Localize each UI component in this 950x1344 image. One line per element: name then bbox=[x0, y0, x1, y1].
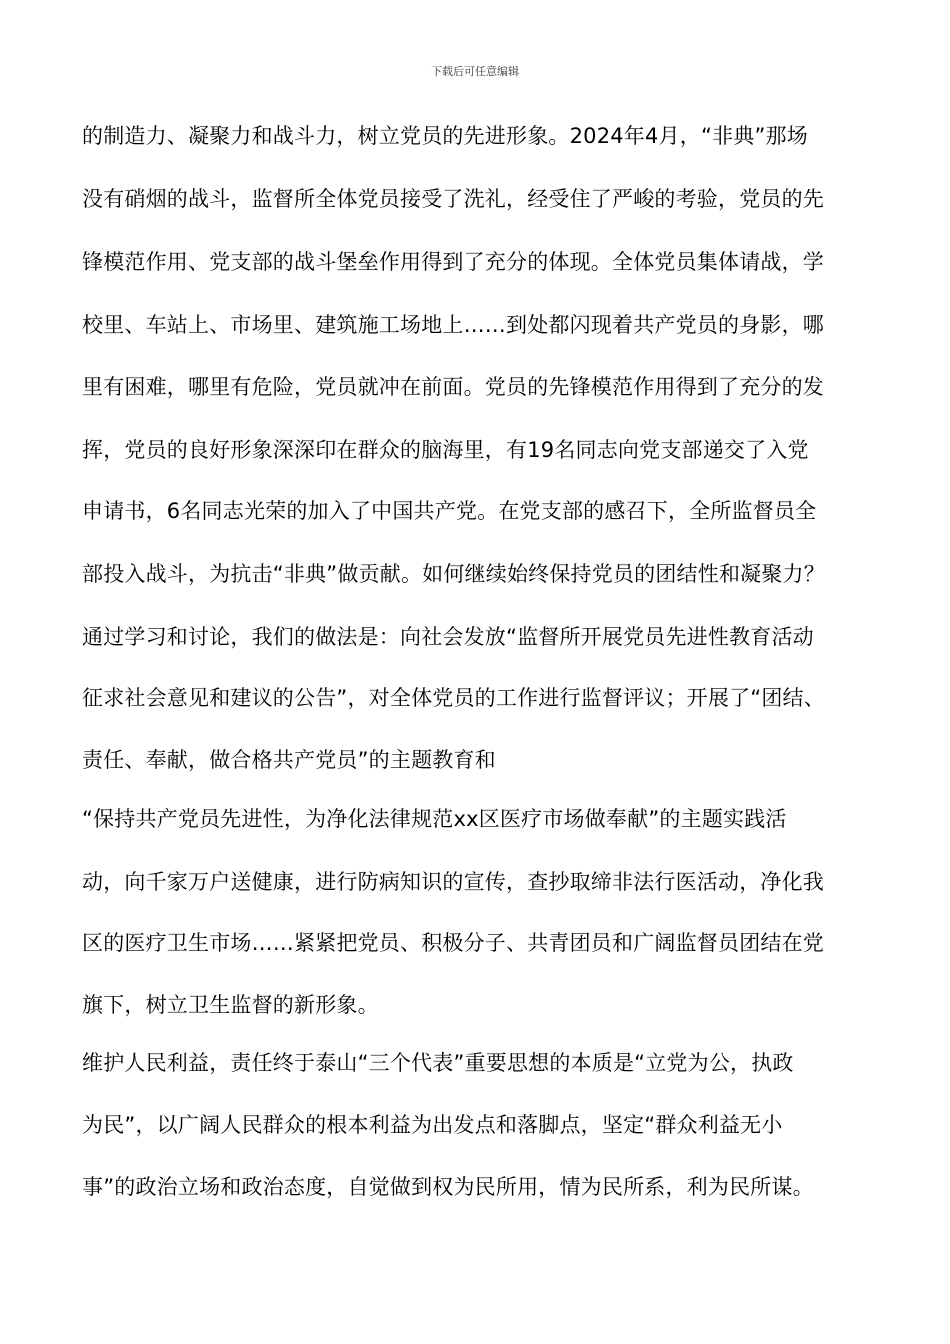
text-line-12: “保持共产党员先进性，为净化法律规范xx区医疗市场做奉献”的主题实践活 bbox=[82, 807, 787, 831]
text-line-9: 通过学习和讨论，我们的做法是：向社会发放“监督所开展党员先进性教育活动 bbox=[82, 625, 814, 649]
text-line-16: 维护人民利益，责任终于泰山“三个代表”重要思想的本质是“立党为公，执政 bbox=[82, 1051, 794, 1075]
text-line-7: 申请书，6名同志光荣的加入了中国共产党。在党支部的感召下，全所监督员全 bbox=[82, 499, 817, 523]
text-line-1: 的制造力、凝聚力和战斗力，树立党员的先进形象。2024年4月，“非典”那场 bbox=[82, 124, 808, 148]
text-line-13: 动，向千家万户送健康，进行防病知识的宣传，查抄取缔非法行医活动，净化我 bbox=[82, 870, 824, 894]
text-line-11: 责任、奉献，做合格共产党员”的主题教育和 bbox=[82, 748, 496, 772]
text-line-14: 区的医疗卫生市场……紧紧把党员、积极分子、共青团员和广阔监督员团结在党 bbox=[82, 931, 824, 955]
text-line-6: 挥，党员的良好形象深深印在群众的脑海里，有19名同志向党支部递交了入党 bbox=[82, 438, 809, 462]
text-line-2: 没有硝烟的战斗，监督所全体党员接受了洗礼，经受住了严峻的考验，党员的先 bbox=[82, 187, 824, 211]
text-line-10: 征求社会意见和建议的公告”，对全体党员的工作进行监督评议；开展了“团结、 bbox=[82, 686, 825, 710]
text-line-15: 旗下，树立卫生监督的新形象。 bbox=[82, 993, 379, 1017]
text-line-5: 里有困难，哪里有危险，党员就冲在前面。党员的先锋模范作用得到了充分的发 bbox=[82, 375, 824, 399]
text-line-3: 锋模范作用、党支部的战斗堡垒作用得到了充分的体现。全体党员集体请战，学 bbox=[82, 250, 824, 274]
page-header: 下载后可任意编辑 bbox=[431, 65, 519, 78]
text-line-18: 事”的政治立场和政治态度，自觉做到权为民所用，情为民所系，利为民所谋。 bbox=[82, 1175, 814, 1199]
text-line-8: 部投入战斗，为抗击“非典”做贡献。如何继续始终保持党员的团结性和凝聚力？ bbox=[82, 562, 825, 586]
text-line-17: 为民”，以广阔人民群众的根本利益为出发点和落脚点，坚定“群众利益无小 bbox=[82, 1113, 783, 1137]
text-line-4: 校里、车站上、市场里、建筑施工场地上……到处都闪现着共产党员的身影，哪 bbox=[82, 313, 824, 337]
